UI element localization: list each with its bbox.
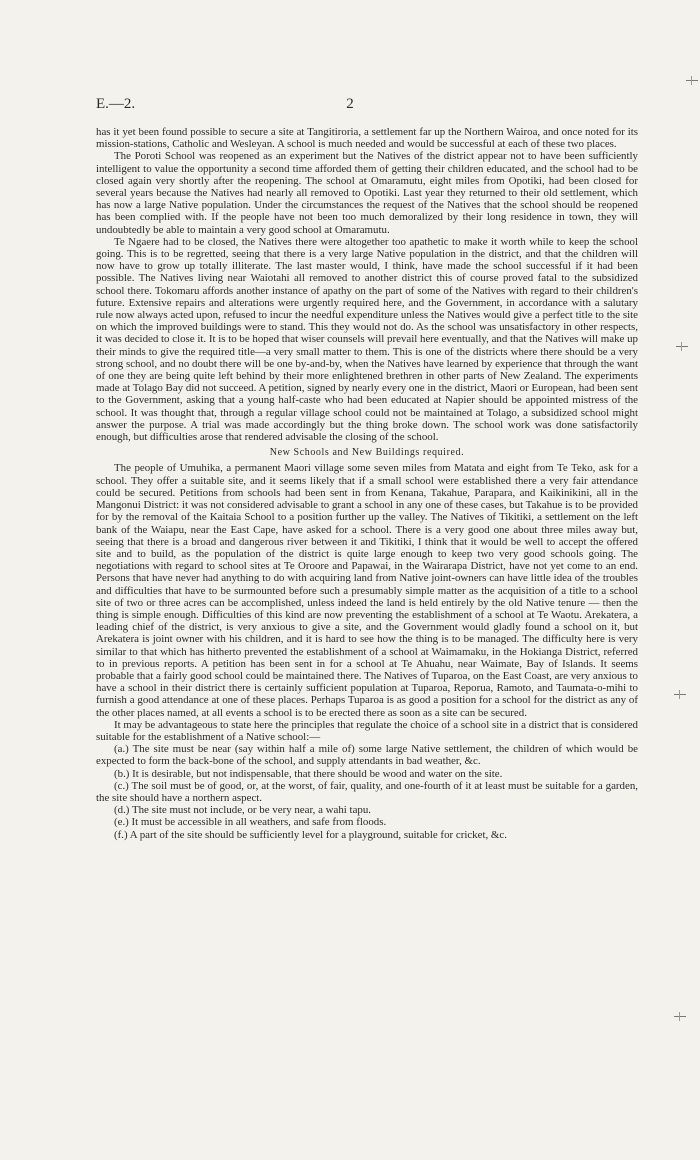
- paragraph: Te Ngaere had to be closed, the Natives there were altogether too apathetic to make it worth while to keep the school going. This is to be regretted, seeing that there is a very large Native population in the district, and that the children will now have to grow up totally illiterate. The last master would, I think, have made the school successful if it had been possible. The Natives living near Waiotahi all removed to another district this of course proved fatal to the subsidized school there. Tokomaru affords another instance of apathy on the part of some of the Natives with regard to their children's future. Extensive repairs and alterations were urgently required here, and the Government, in accordance with a salutary rule now always acted upon, refused to incur the needful expenditure unless the Natives would give a perfect title to the site on which the improved buildings were to stand. This they would not do. As the school was unsatisfactory in other respects, it was decided to close it. It is to be hoped that wiser counsels will prevail here eventually, and that the Natives will make up their minds to give the required title—a very small matter to them. This is one of the districts where there should be a very strong school, and no doubt there will be one by-and-by, when the Natives have learned by experience that through the want of one they are being quite left behind by their more enlightened brethren in other parts of New Zealand. The experiments made at Tolago Bay did not succeed. A petition, signed by nearly every one in the district, Maori or European, had been sent to the Government, asking that a young half-caste who had been educated at Napier should be appointed mistress of the school. It was thought that, through a regular village school could not be maintained at Tolago, a subsidized school might answer the purpose. A trial was made accordingly but the thing broke down. The school work was done satisfactorily enough, but difficulties arose that rendered advisable the closing of the school.: [96, 235, 638, 444]
- list-item: (c.) The soil must be of good, or, at the worst, of fair, quality, and one-fourth of it at least must be suitable for a garden, the site should have a northern aspect.: [96, 779, 638, 804]
- principles-list: [96, 743, 638, 841]
- binding-mark-icon: [686, 74, 698, 88]
- paragraph: The Poroti School was reopened as an experiment but the Natives of the district appear not to have been sufficiently intelligent to value the opportunity a second time afforded them of getting their children educated, and the school had to be closed again very shortly after the reopening. The school at Omaramutu, eight miles from Opotiki, had been closed for several years because the Natives had nearly all removed to Opotiki. Last year they returned to their old settlement, which has now a large Native population. Under the circumstances the request of the Natives that the school should be reopened has been complied with. If the people have not been too much demoralized by their long residence in town, they will undoubtedly be able to maintain a very good school at Omaramutu.: [96, 150, 638, 236]
- binding-mark-icon: [674, 688, 686, 702]
- page-header: [96, 96, 604, 120]
- paragraph: has it yet been found possible to secure a site at Tangitiroria, a settlement far up the Northern Wairoa, and once noted for its mission-stations, Catholic and Wesleyan. A school is much needed and would be successful at each of these two places.: [96, 126, 638, 151]
- binding-mark-icon: [674, 1010, 686, 1024]
- document-reference: E.—2.: [96, 96, 136, 112]
- binding-mark-icon: [676, 340, 688, 354]
- paragraph: It may be advantageous to state here the principles that regulate the choice of a school site in a district that is considered suitable for the establishment of a Native school:—: [96, 718, 638, 743]
- page-number: 2: [346, 96, 354, 112]
- list-item: (a.) The site must be near (say within half a mile of) some large Native settlement, the children of which would be expected to form the back-bone of the school, and supply attendants in bad weather, &c.: [96, 743, 638, 768]
- list-item: (f.) A part of the site should be sufficiently level for a playground, suitable for cricket, &c.: [114, 828, 507, 841]
- list-item: (e.) It must be accessible in all weathers, and safe from floods.: [114, 816, 387, 829]
- list-item: (d.) The site must not include, or be very near, a wahi tapu.: [114, 804, 372, 817]
- document-body: [96, 126, 638, 841]
- paragraph: The people of Umuhika, a permanent Maori village some seven miles from Matata and eight from Te Teko, ask for a school. They offer a suitable site, and it seems likely that if a small school were established there a very fair attendance could be secured. Petitions from schools had been sent in from Kenana, Takahue, Parapara, and Kaikinikini, all in the Mangonui District: it was not considered advisable to grant a school in any one of these cases, but Takahue is to be provided for by the removal of the Kaitaia School to a position further up the valley. The Natives of Tikitiki, a settlement on the left bank of the Waiapu, near the East Cape, have asked for a school. There is a very good one about three miles away but, seeing that there is a broad and dangerous river between it and Tikitiki, I think that it would be well to accept the offered site and to build, as the population of the district is quite large enough to keep two very good schools going. The negotiations with regard to school sites at Te Oroore and Papawai, in the Wairarapa District, have not yet come to an end. Persons that have never had anything to do with acquiring land from Native joint-owners can have little idea of the troubles and difficulties that have to be surmounted before such a presumably simple matter as the acquisition of a title to a school site of two or three acres can be accomplished, unless indeed the land is held entirely by the old Native tenure — then the thing is simple enough. Difficulties of this kind are now preventing the establishment of a school at Te Waotu. Arekatera, a leading chief of the district, is very anxious to give a site, and the Government would gladly found a school on it, but Arekatera is joint owner with his children, and it is hard to see how the thing is to be managed. The difficulty here is very similar to that which has hitherto prevented the establishment of a school at Waimamaku, in the Hokianga District, referred to in previous reports. A petition has been sent in for a school at Te Ahuahu, near Waimate, Bay of Islands. It seems probable that a fairly good school could be maintained there. The Natives of Tuparoa, on the East Coast, are very anxious to have a school in their district there is certainly sufficient population at Tuparoa, Reporua, Ramoto, and Taumata-o-mihi to furnish a good attendance at one of these places. Perhaps Tuparoa is as good a position for a school for the district as any of the other places named, at all events a school is to be erected there as soon as a site can be secured.: [96, 462, 638, 719]
- list-item: (b.) It is desirable, but not indispensable, that there should be wood and water on the site.: [114, 767, 503, 780]
- section-heading: New Schools and New Buildings required.: [269, 447, 465, 459]
